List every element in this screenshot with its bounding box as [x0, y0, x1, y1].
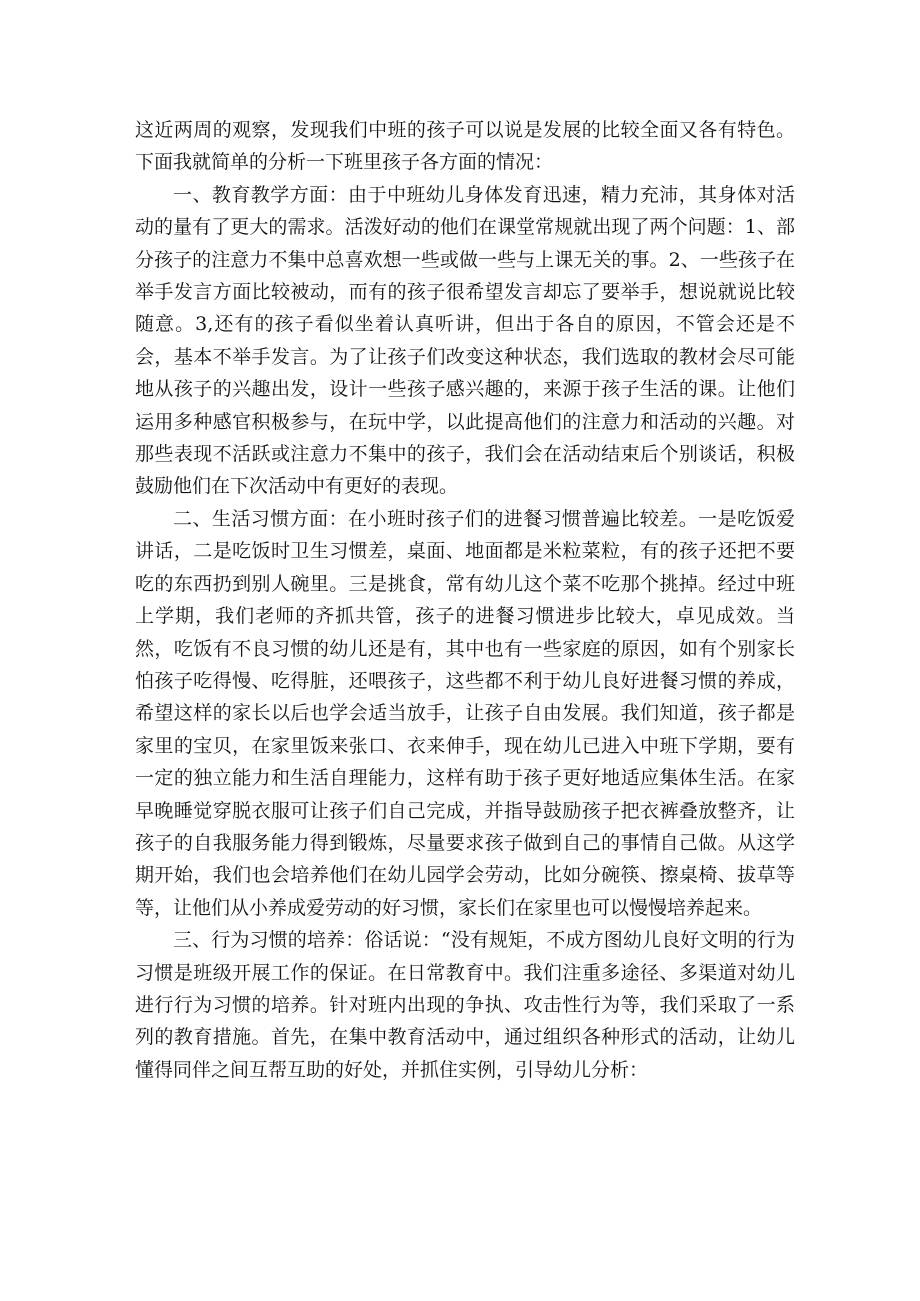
paragraph-living-habits: 二、生活习惯方面：在小班时孩子们的进餐习惯普遍比较差。一是吃饭爱讲话，二是吃饭时卫生习惯差，桌面、地面都是米粒菜粒，有的孩子还把不要吃的东西扔到别人碗里。三是挑食，常有幼儿这个菜不吃那个挑掉。经过中班上学期，我们老师的齐抓共管，孩子的进餐习惯进步比较大，卓见成效。当然，吃饭有不良习惯的幼儿还是有，其中也有一些家庭的原因，如有个别家长怕孩子吃得慢、吃得脏，还喂孩子，这些都不利于幼儿良好进餐习惯的养成，希望这样的家长以后也学会适当放手，让孩子自由发展。我们知道，孩子都是家里的宝贝，在家里饭来张口、衣来伸手，现在幼儿已进入中班下学期，要有一定的独立能力和生活自理能力，这样有助于孩子更好地适应集体生活。在家早晚睡觉穿脱衣服可让孩子们自己完成，并指导鼓励孩子把衣裤叠放整齐，让孩子的自我服务能力得到锻炼，尽量要求孩子做到自己的事情自己做。从这学期开始，我们也会培养他们在幼儿园学会劳动，比如分碗筷、擦桌椅、拔草等等，让他们从小养成爱劳动的好习惯，家长们在家里也可以慢慢培养起来。 — [135, 507, 795, 919]
paragraph-teaching: 一、教育教学方面：由于中班幼儿身体发育迅速，精力充沛，其身体对活动的量有了更大的需求。活泼好动的他们在课堂常规就出现了两个问题：1、部分孩子的注意力不集中总喜欢想一些或做一些与上课无关的事。2、一些孩子在举手发言方面比较被动，而有的孩子很希望发言却忘了要举手，想说就说比较随意。3,还有的孩子看似坐着认真听讲，但出于各自的原因，不管会还是不会，基本不举手发言。为了让孩子们改变这种状态，我们选取的教材会尽可能地从孩子的兴趣出发，设计一些孩子感兴趣的，来源于孩子生活的课。让他们运用多种感官积极参与，在玩中学，以此提高他们的注意力和活动的兴趣。对那些表现不活跃或注意力不集中的孩子，我们会在活动结束后个别谈话，积极鼓励他们在下次活动中有更好的表现。 — [135, 183, 795, 498]
paragraph-intro: 这近两周的观察，发现我们中班的孩子可以说是发展的比较全面又各有特色。下面我就简单的分析一下班里孩子各方面的情况： — [135, 119, 795, 174]
paragraph-behavior-habits: 三、行为习惯的培养：俗话说：“没有规矩，不成方图幼儿良好文明的行为习惯是班级开展工作的保证。在日常教育中。我们注重多途径、多渠道对幼儿进行行为习惯的培养。针对班内出现的争执、攻击性行为等，我们采取了一系列的教育措施。首先，在集中教育活动中，通过组织各种形式的活动，让幼儿懂得同伴之间互帮互助的好处，并抓住实例，引导幼儿分析： — [135, 929, 795, 1081]
document-page — [135, 114, 795, 1086]
